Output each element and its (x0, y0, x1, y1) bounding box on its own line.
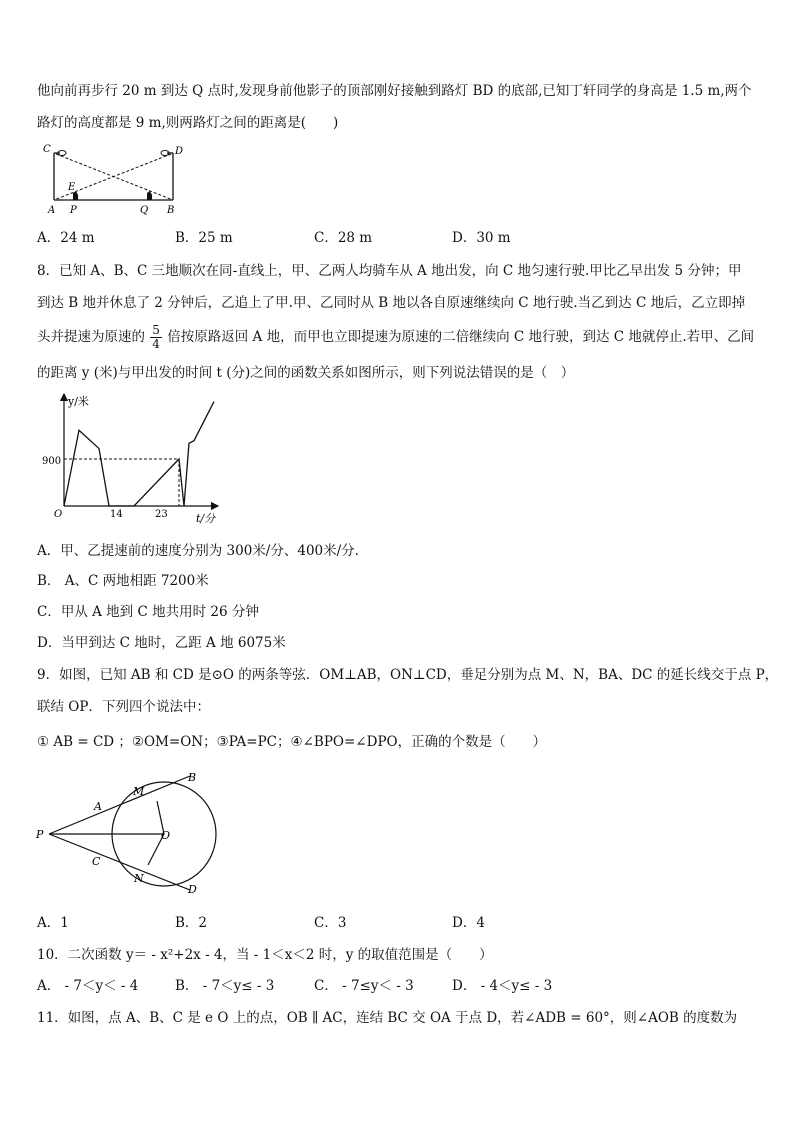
label-e: E (68, 182, 76, 193)
fraction-denominator: 4 (152, 337, 160, 351)
x-tick-23: 23 (155, 509, 168, 520)
label-d: D (175, 146, 184, 157)
q8-option-c[interactable]: C．甲从 A 地到 C 地共用时 26 分钟 (37, 604, 259, 620)
label-c: C (92, 855, 101, 868)
series-group (64, 402, 214, 506)
label-p: P (36, 828, 44, 841)
q10-option-d[interactable]: D． - 4＜y≤ - 3 (452, 978, 553, 994)
q9-text-line3: ① AB = CD ；②OM=ON；③PA=PC；④∠BPO=∠DPO，正确的个数是（ ） (37, 734, 547, 750)
q9-option-c[interactable]: C．3 (314, 915, 347, 931)
q10-option-c[interactable]: C． - 7≤y＜ - 3 (314, 978, 414, 994)
q11-text-line1: 11．如图，点 A、B、C 是 e O 上的点，OB ∥ AC，连结 BC 交 OA 于点 D，若∠ADB = 60°，则∠AOB 的度数为 (37, 1010, 738, 1026)
q8-text-line3-start: 头并提速为原速的 (37, 329, 145, 345)
q8-distance-time-chart (28, 390, 228, 528)
y-tick-900: 900 (42, 456, 62, 467)
q8-text-line4: 的距离 y (米)与甲出发的时间 t (分)之间的函数关系如图所示，则下列说法错误的是（ ） (37, 365, 575, 381)
q7-option-c[interactable]: C．28 m (314, 230, 373, 246)
q8-text-line3-end: 倍按原路返回 A 地，而甲也立即提速为原速的二倍继续向 C 地行驶，到达 C 地就停止.若甲、乙间 (167, 329, 755, 345)
origin-label: O (54, 509, 63, 520)
q7-streetlight-figure (40, 143, 185, 218)
q9-option-a[interactable]: A．1 (37, 915, 69, 931)
q9-option-b[interactable]: B．2 (175, 915, 208, 931)
x-axis-label: t/分 (196, 512, 216, 525)
series-line (64, 402, 214, 506)
q10-option-a[interactable]: A． - 7＜y＜ - 4 (37, 978, 139, 994)
label-q: Q (140, 205, 149, 216)
label-p: P (70, 205, 77, 216)
q8-text-line2: 到达 B 地并休息了 2 分钟后，乙追上了甲.甲、乙同时从 B 地以各自原速继续向 C 地行驶.当乙到达 C 地后，乙立即掉 (37, 295, 746, 311)
q7-option-b[interactable]: B．25 m (175, 230, 233, 246)
label-b: B (167, 205, 175, 216)
q8-option-b[interactable]: B． A、C 两地相距 7200米 (37, 573, 209, 589)
label-a: A (48, 205, 56, 216)
label-c: C (43, 144, 51, 155)
q9-text-line2: 联结 OP．下列四个说法中： (37, 699, 210, 715)
y-axis-label: y/米 (68, 395, 89, 408)
q8-text-line1: 8．已知 A、B、C 三地顺次在同-直线上，甲、乙两人均骑车从 A 地出发，向 C 地匀速行驶.甲比乙早出发 5 分钟；甲 (37, 263, 742, 279)
q8-option-a[interactable]: A．甲、乙提速前的速度分别为 300米/分、400米/分. (37, 543, 359, 559)
label-o: O (161, 829, 171, 842)
fraction-numerator: 5 (152, 323, 160, 337)
label-m: M (133, 785, 145, 798)
q9-circle-figure (32, 766, 222, 904)
q7-option-a[interactable]: A．24 m (37, 230, 95, 246)
fraction-five-fourths (150, 324, 162, 351)
x-tick-14: 14 (110, 509, 123, 520)
q10-option-b[interactable]: B． - 7＜y≤ - 3 (175, 978, 275, 994)
q7-option-d[interactable]: D．30 m (452, 230, 511, 246)
q10-text-line1: 10．二次函数 y＝ - x²+2x - 4，当 - 1＜x＜2 时，y 的取值范围是（ ） (37, 947, 493, 963)
q7-text-line1: 他向前再步行 20 m 到达 Q 点时,发现身前他影子的顶部刚好接触到路灯 BD 的底部,已知丁轩同学的身高是 1.5 m,两个 (37, 83, 752, 99)
label-a: A (94, 800, 102, 813)
q7-text-line2: 路灯的高度都是 9 m,则两路灯之间的距离是( ) (37, 115, 339, 131)
q9-option-d[interactable]: D．4 (452, 915, 485, 931)
q8-text-line3 (37, 322, 762, 352)
label-n: N (134, 872, 144, 885)
q9-text-line1: 9．如图，已知 AB 和 CD 是⊙O 的两条等弦．OM⊥AB，ON⊥CD，垂足分别为点 M、N，BA、DC 的延长线交于点 P， (37, 667, 779, 683)
label-d: D (188, 883, 197, 896)
q8-option-d[interactable]: D．当甲到达 C 地时，乙距 A 地 6075米 (37, 635, 286, 651)
label-b: B (188, 771, 197, 784)
